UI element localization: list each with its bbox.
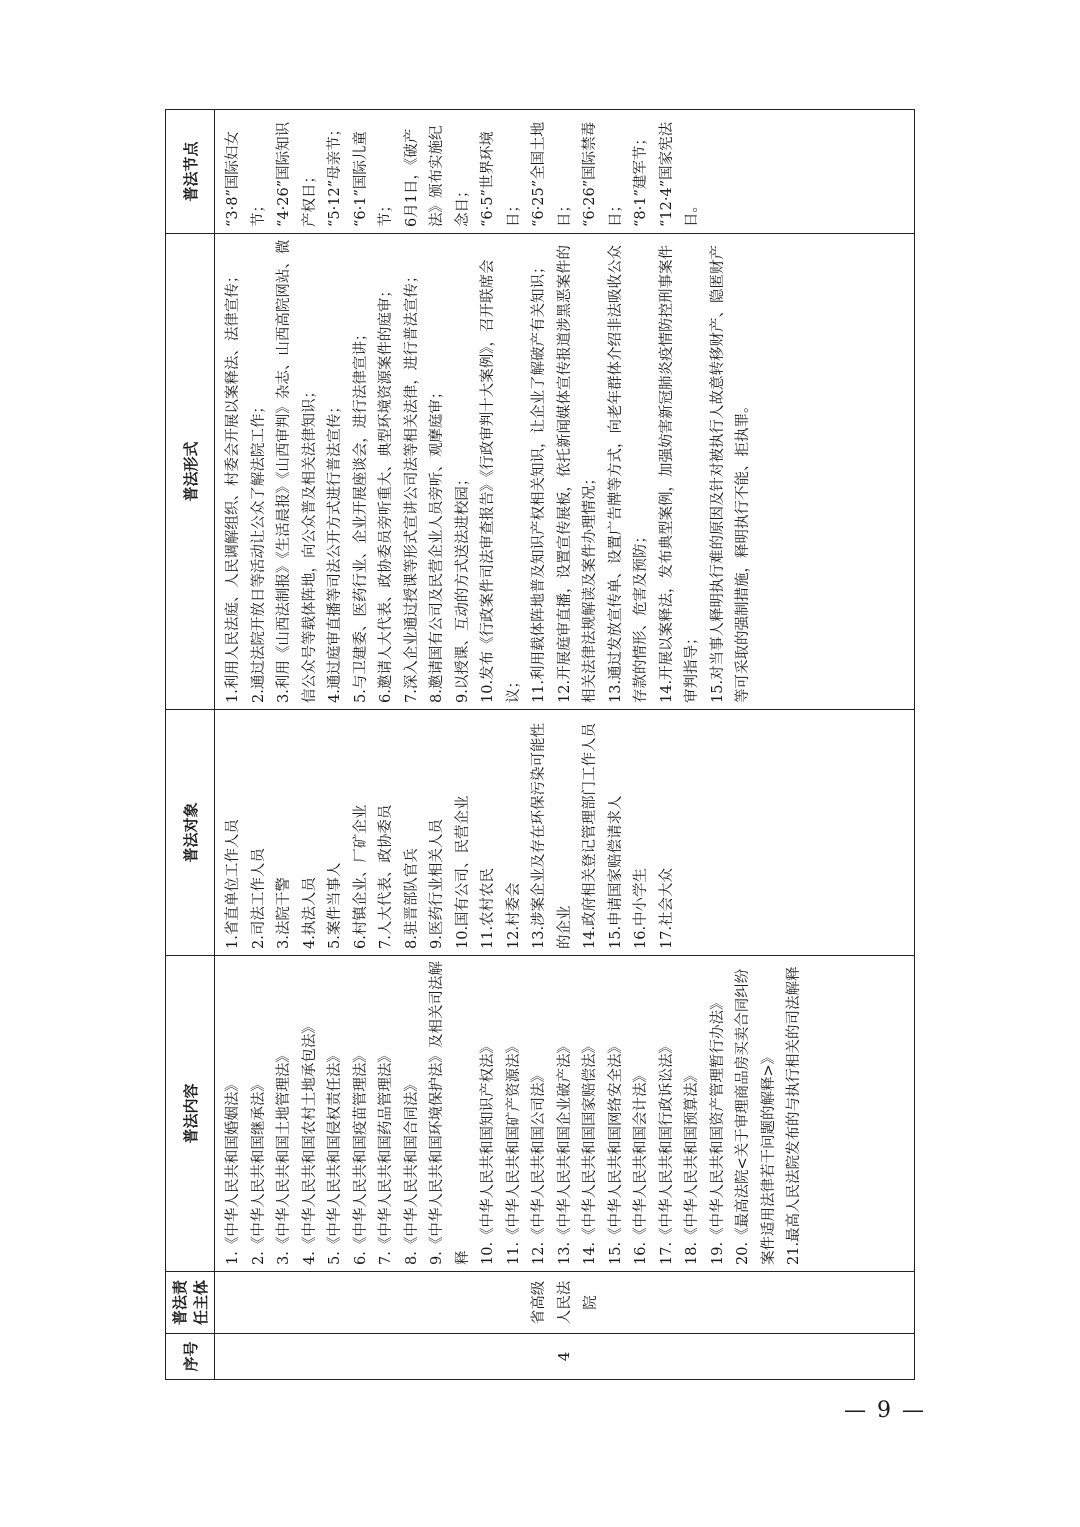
list-item: 10.《中华人民共和国知识产权法》 (480, 1038, 496, 1265)
list-item: 6.村镇企业、厂矿企业 (352, 804, 369, 949)
list-item: 19.《中华人民共和国资产管理暂行办法》 (709, 995, 726, 1265)
list-item: “6·5”世界环境日； (480, 131, 522, 227)
header-row (166, 110, 215, 1380)
list-item: 9.以授课、互动的方式送法进校园； (454, 471, 471, 703)
list-item: 2.司法工作人员 (250, 848, 267, 949)
table-row (215, 110, 915, 1380)
list-item: “6·1”国际儿童节； (352, 131, 394, 227)
list-item: 17.社会大众 (658, 867, 675, 949)
list-item: 15.申请国家赔偿请求人 (607, 795, 624, 949)
list-item: 2.通过法院开放日等活动让公众了解法院工作； (250, 399, 267, 703)
list-item: “5·12”母亲节； (327, 121, 343, 227)
list-item: 11.利用载体阵地普及知识产权相关知识，让企业了解破产有关知识； (531, 259, 547, 703)
list-item: 12.村委会 (505, 882, 522, 949)
row-subject: 省高级人民法院 (215, 1272, 915, 1334)
list-item: 14.开展以案释法，发布典型案例，加强妨害新冠肺炎疫情防控刑事案件审判指导； (658, 244, 700, 703)
list-item: 15.《中华人民共和国网络安全法》 (607, 1038, 624, 1265)
list-item: 4.《中华人民共和国农村土地承包法》 (301, 1019, 318, 1265)
row-index: 4 (215, 1334, 915, 1380)
list-item: 6月1日，《破产法》颁布实施纪念日； (403, 125, 471, 227)
list-item: “3·8”国际妇女节； (225, 131, 267, 227)
list-item: 14.《中华人民共和国国家赔偿法》 (582, 1038, 598, 1265)
list-item: 8.《中华人民共和国合同法》 (403, 1077, 420, 1265)
list-item: 3.《中华人民共和国土地管理法》 (276, 1048, 292, 1265)
list-item: 18.《中华人民共和国预算法》 (684, 1067, 700, 1265)
list-item: 16.中小学生 (633, 867, 649, 949)
list-item: 9.《中华人民共和国环境保护法》及相关司法解释 (429, 961, 471, 1265)
list-item: 20.《最高法院<关于审理商品房买卖合同纠纷案件适用法律若干问题的解释>》 (735, 968, 777, 1265)
list-item: 13.涉案企业及存在环保污染可能性的企业 (531, 722, 573, 949)
nodes-cell (215, 110, 915, 234)
audience-cell (215, 710, 915, 956)
list-item: 13.《中华人民共和国企业破产法》 (556, 1038, 573, 1265)
list-item: 13.通过发放宣传单、设置广告牌等方式，向老年群体介绍非法吸收公众存款的情形、危害及预防； (607, 244, 649, 703)
header-subject: 普法责任主体 (166, 1272, 215, 1334)
forms-cell (215, 234, 915, 710)
list-item: 9.医药行业相关人员 (429, 819, 445, 949)
list-item: 4.通过庭审直播等司法公开方式进行普法宣传； (327, 399, 343, 703)
list-item: 1.《中华人民共和国婚姻法》 (225, 1077, 241, 1265)
page-number: — 9 — (844, 1398, 926, 1423)
header-forms: 普法形式 (166, 234, 215, 710)
list-item: 12.开展庭审直播，设置宣传展板，依托新闻媒体宣传报道涉黑恶案件的相关法律法规解读及案件办理情况； (556, 244, 598, 703)
list-item: 11.农村农民 (480, 867, 496, 949)
list-item: 12.《中华人民共和国公司法》 (531, 1067, 547, 1265)
rotated-page-content (165, 110, 915, 1380)
list-item: 8.驻晋部队官兵 (403, 848, 420, 949)
list-item: 3.法院干警 (276, 877, 292, 949)
list-item: “6·26”国际禁毒日； (582, 121, 624, 227)
list-item: 3.利用《山西法制报》《生活晨报》《山西审判》杂志、山西高院网站、微信公众号等载体阵地，向公众普及相关法律知识； (276, 239, 318, 703)
list-item: 1.利用人民法庭、人民调解组织、村委会开展以案释法、法律宣传； (225, 268, 241, 703)
list-item: 6.《中华人民共和国疫苗管理法》 (352, 1048, 369, 1265)
list-item: 16.《中华人民共和国会计法》 (633, 1067, 649, 1265)
list-item: “4·26”国际知识产权日； (276, 121, 318, 227)
list-item: 7.《中华人民共和国药品管理法》 (378, 1048, 394, 1265)
list-item: 5.案件当事人 (327, 862, 343, 949)
law-popularization-table (165, 109, 915, 1380)
list-item: 7.深入企业通过授课等形式宣讲公司法等相关法律，进行普法宣传； (403, 268, 420, 703)
list-item: 4.执法人员 (301, 877, 318, 949)
list-item: 1.省直单位工作人员 (225, 819, 241, 949)
list-item: 5.《中华人民共和国侵权责任法》 (327, 1048, 343, 1265)
list-item: 21.最高人民法院发布的与执行相关的司法解释 (786, 966, 802, 1265)
list-item: “8·1”建军节； (633, 131, 649, 227)
list-item: 8.邀请国有公司及民营企业人员旁听、观摩庭审； (429, 384, 445, 703)
header-content: 普法内容 (166, 956, 215, 1272)
header-nodes: 普法节点 (166, 110, 215, 234)
header-index: 序号 (166, 1334, 215, 1380)
list-item: 6.邀请人大代表、政协委员旁听重大、典型环境资源案件的庭审； (378, 283, 394, 703)
list-item: 7.人大代表、政协委员 (378, 804, 394, 949)
list-item: 10.发布《行政案件司法审查报告》《行政审判十大案例》，召开联席会议； (480, 259, 522, 703)
list-item: 5.与卫建委、医药行业、企业开展座谈会，进行法律宣讲； (352, 326, 369, 703)
list-item: 2.《中华人民共和国继承法》 (250, 1077, 267, 1265)
list-item: 10.国有公司、民营企业 (454, 795, 471, 949)
list-item: 15.对当事人释明执行难的原因及针对被执行人故意转移财产、隐匿财产等可采取的强制措施，释明执行不能、拒执罪。 (709, 244, 751, 703)
list-item: 14.政府相关登记管理部门工作人员 (582, 722, 598, 949)
list-item: 11.《中华人民共和国矿产资源法》 (505, 1038, 522, 1265)
list-item: “6·25”全国土地日； (531, 121, 573, 227)
header-audience: 普法对象 (166, 710, 215, 956)
list-item: 17.《中华人民共和国行政诉讼法》 (658, 1038, 675, 1265)
list-item: “12·4”国家宪法日。 (658, 121, 700, 227)
content-cell (215, 956, 915, 1272)
